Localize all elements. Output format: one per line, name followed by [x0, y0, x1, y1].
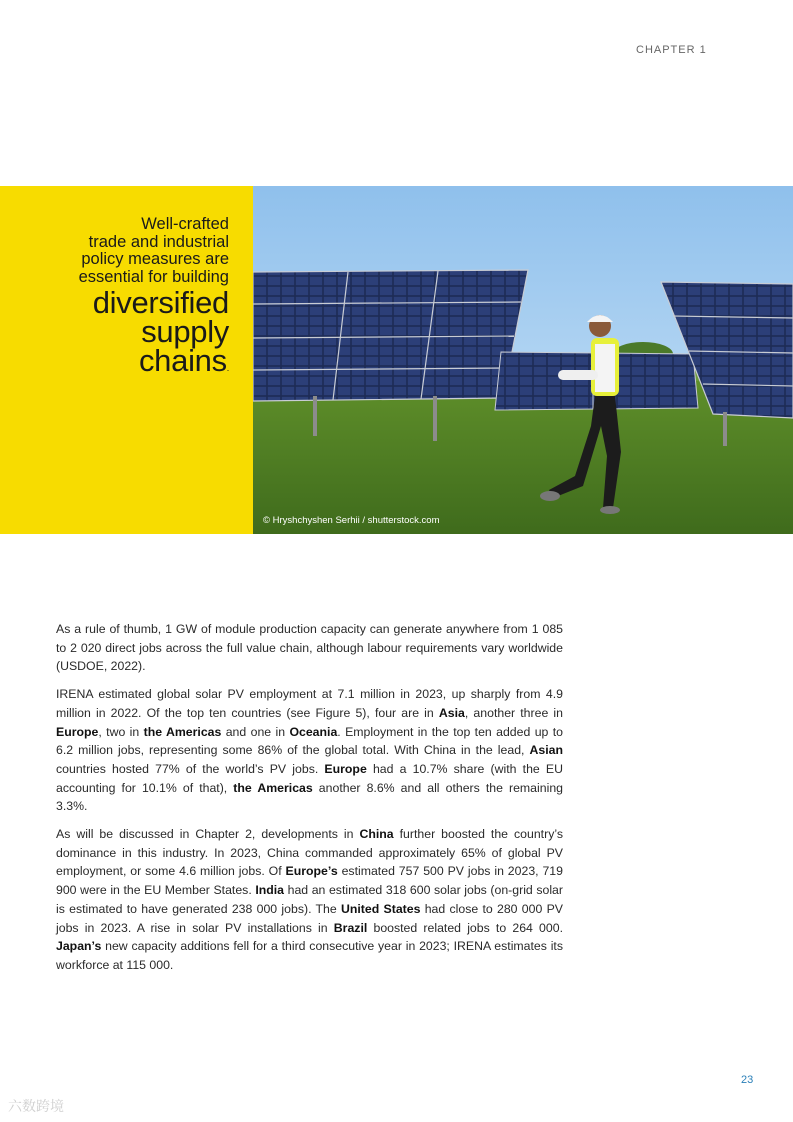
emphasis-term: the Americas: [233, 780, 313, 795]
watermark: 六数跨境: [8, 1098, 64, 1114]
paragraph-3: As will be discussed in Chapter 2, developments in China further boosted the country’s dominance in this industry. In 2023, China commanded approximately 65% of global PV employment, or some 4.6 million jobs. Of Europe’s estimated 757 500 PV jobs in 2023, 719 900 were in the EU Member States. India had an estimated 318 600 solar jobs (on-grid solar is estimated to have generated 238 000 jobs). The United States had close to 280 000 PV jobs in 2023. A rise in solar PV installations in Brazil boosted related jobs to 264 000. Japan’s new capacity additions fell for a third consecutive year in 2023; IRENA estimates its workforce at 115 000.: [56, 827, 564, 972]
emphasis-term: Asia: [438, 705, 465, 720]
quote-line: trade and industrial: [88, 232, 229, 251]
quote-line: Well-crafted: [141, 215, 229, 233]
emphasis-term: India: [255, 883, 285, 898]
quote-big-line: supply: [141, 314, 229, 349]
emphasis-term: Europe: [324, 761, 367, 776]
feature-banner: [0, 186, 793, 534]
body-text: [56, 620, 563, 984]
emphasis-term: Europe: [56, 724, 99, 739]
solar-farm-photo: [253, 186, 793, 534]
emphasis-term: Asian: [529, 743, 563, 758]
emphasis-term: Japan’s: [56, 939, 102, 954]
quote-panel: [0, 186, 253, 534]
photo-credit: © Hryshchyshen Serhii / shutterstock.com: [263, 515, 440, 526]
quote-line: policy measures are: [81, 250, 229, 268]
page-number: 23: [741, 1074, 754, 1086]
emphasis-term: Brazil: [333, 920, 368, 935]
quote-line: essential for building: [78, 267, 229, 286]
quote-big-line: diversified: [92, 285, 229, 320]
paragraph-1: As a rule of thumb, 1 GW of module production capacity can generate anywhere from 1 085 to 2 020 direct jobs across the full value chain, although labour requirements vary worldwide (USDOE, 2022).: [56, 622, 563, 674]
pull-quote: [9, 216, 229, 383]
emphasis-term: the Americas: [143, 724, 222, 739]
quote-emphasis: [9, 285, 229, 383]
emphasis-term: China: [359, 827, 394, 842]
emphasis-term: United States: [341, 901, 421, 916]
quote-big-line: chains: [138, 343, 227, 378]
chapter-label: CHAPTER 1: [636, 44, 707, 56]
paragraph-2: IRENA estimated global solar PV employment at 7.1 million in 2023, up sharply from 4.9 million in 2022. Of the top ten countries (see Figure 5), four are in Asia, another three in Europe, two in the Americas and one in Oceania. Employment in the top ten added up to 6.2 million jobs, representing some 86% of the global total. With China in the lead, Asian countries hosted 77% of the world’s PV jobs. Europe had a 10.7% share (with the EU accounting for 10.1% of that), the Americas another 8.6% and all others the remaining 3.3%.: [56, 687, 563, 814]
emphasis-term: Europe’s: [285, 864, 338, 879]
emphasis-term: Oceania: [289, 724, 338, 739]
quote-dot: .: [226, 363, 229, 373]
